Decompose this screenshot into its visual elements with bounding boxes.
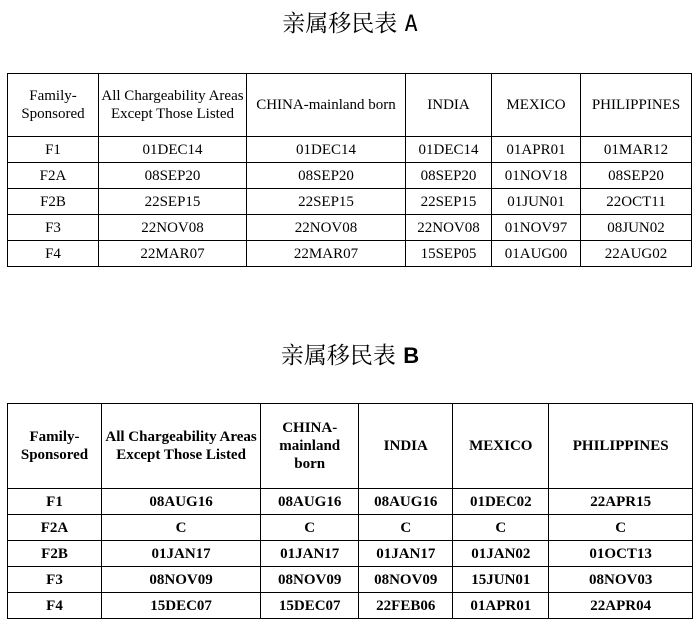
date-cell: 08NOV09 bbox=[102, 567, 261, 593]
date-cell: 22SEP15 bbox=[406, 189, 492, 215]
date-cell: 08SEP20 bbox=[247, 163, 406, 189]
row-category-cell: F2A bbox=[8, 515, 102, 541]
date-cell: 08AUG16 bbox=[102, 489, 261, 515]
table-row bbox=[8, 163, 692, 189]
date-cell: 08AUG16 bbox=[261, 489, 359, 515]
date-cell: C bbox=[359, 515, 453, 541]
header-philippines: PHILIPPINES bbox=[581, 74, 692, 137]
row-category-cell: F1 bbox=[8, 137, 99, 163]
table-row bbox=[8, 489, 693, 515]
row-category-cell: F4 bbox=[8, 593, 102, 619]
table-row bbox=[8, 541, 693, 567]
table-b-title-main: 亲属移民表 bbox=[280, 343, 396, 369]
table-b-body bbox=[8, 489, 693, 619]
date-cell: 15JUN01 bbox=[453, 567, 549, 593]
date-cell: 01DEC02 bbox=[453, 489, 549, 515]
date-cell: 22SEP15 bbox=[99, 189, 247, 215]
date-cell: 08SEP20 bbox=[406, 163, 492, 189]
row-category-cell: F3 bbox=[8, 215, 99, 241]
date-cell: 15SEP05 bbox=[406, 241, 492, 267]
header-china: CHINA-mainland born bbox=[247, 74, 406, 137]
date-cell: 01JAN02 bbox=[453, 541, 549, 567]
table-row bbox=[8, 137, 692, 163]
visa-bulletin-table-b bbox=[7, 403, 693, 619]
header-all-chargeability: All Chargeability Areas Except Those Listed bbox=[102, 404, 261, 489]
date-cell: 08SEP20 bbox=[581, 163, 692, 189]
date-cell: 22MAR07 bbox=[247, 241, 406, 267]
date-cell: 22NOV08 bbox=[247, 215, 406, 241]
date-cell: 01APR01 bbox=[453, 593, 549, 619]
table-a-body bbox=[8, 137, 692, 267]
date-cell: C bbox=[453, 515, 549, 541]
date-cell: 22FEB06 bbox=[359, 593, 453, 619]
table-a-title-suffix: A bbox=[404, 12, 418, 37]
date-cell: 01MAR12 bbox=[581, 137, 692, 163]
date-cell: 01OCT13 bbox=[549, 541, 693, 567]
header-mexico: MEXICO bbox=[453, 404, 549, 489]
header-china: CHINA-mainland born bbox=[261, 404, 359, 489]
date-cell: 22NOV08 bbox=[406, 215, 492, 241]
date-cell: 08NOV09 bbox=[261, 567, 359, 593]
date-cell: 01DEC14 bbox=[99, 137, 247, 163]
date-cell: 01NOV18 bbox=[492, 163, 581, 189]
table-b-title bbox=[0, 342, 700, 370]
date-cell: 15DEC07 bbox=[102, 593, 261, 619]
visa-bulletin-table-a bbox=[7, 73, 692, 267]
row-category-cell: F2A bbox=[8, 163, 99, 189]
date-cell: C bbox=[102, 515, 261, 541]
header-india: INDIA bbox=[359, 404, 453, 489]
date-cell: 08NOV03 bbox=[549, 567, 693, 593]
date-cell: 22APR04 bbox=[549, 593, 693, 619]
table-b-title-suffix: B bbox=[403, 343, 420, 368]
date-cell: 22MAR07 bbox=[99, 241, 247, 267]
table-a-title bbox=[0, 10, 700, 39]
table-a-title-main: 亲属移民表 bbox=[282, 11, 398, 37]
date-cell: 01JAN17 bbox=[261, 541, 359, 567]
row-category-cell: F4 bbox=[8, 241, 99, 267]
header-mexico: MEXICO bbox=[492, 74, 581, 137]
header-philippines: PHILIPPINES bbox=[549, 404, 693, 489]
header-row bbox=[8, 74, 692, 137]
date-cell: C bbox=[549, 515, 693, 541]
date-cell: 01APR01 bbox=[492, 137, 581, 163]
row-category-cell: F2B bbox=[8, 189, 99, 215]
table-row bbox=[8, 515, 693, 541]
date-cell: 22NOV08 bbox=[99, 215, 247, 241]
row-category-cell: F3 bbox=[8, 567, 102, 593]
date-cell: 08JUN02 bbox=[581, 215, 692, 241]
table-row bbox=[8, 241, 692, 267]
header-family-sponsored: Family-Sponsored bbox=[8, 74, 99, 137]
row-category-cell: F2B bbox=[8, 541, 102, 567]
date-cell: 01AUG00 bbox=[492, 241, 581, 267]
date-cell: C bbox=[261, 515, 359, 541]
header-india: INDIA bbox=[406, 74, 492, 137]
header-family-sponsored: Family-Sponsored bbox=[8, 404, 102, 489]
header-row bbox=[8, 404, 693, 489]
date-cell: 15DEC07 bbox=[261, 593, 359, 619]
table-row bbox=[8, 189, 692, 215]
date-cell: 22SEP15 bbox=[247, 189, 406, 215]
table-row bbox=[8, 567, 693, 593]
date-cell: 08AUG16 bbox=[359, 489, 453, 515]
date-cell: 01JAN17 bbox=[102, 541, 261, 567]
date-cell: 01JUN01 bbox=[492, 189, 581, 215]
table-row bbox=[8, 215, 692, 241]
date-cell: 01DEC14 bbox=[247, 137, 406, 163]
header-all-chargeability: All Chargeability Areas Except Those Listed bbox=[99, 74, 247, 137]
date-cell: 01DEC14 bbox=[406, 137, 492, 163]
date-cell: 01JAN17 bbox=[359, 541, 453, 567]
row-category-cell: F1 bbox=[8, 489, 102, 515]
date-cell: 01NOV97 bbox=[492, 215, 581, 241]
date-cell: 08NOV09 bbox=[359, 567, 453, 593]
date-cell: 22AUG02 bbox=[581, 241, 692, 267]
date-cell: 22OCT11 bbox=[581, 189, 692, 215]
date-cell: 22APR15 bbox=[549, 489, 693, 515]
date-cell: 08SEP20 bbox=[99, 163, 247, 189]
